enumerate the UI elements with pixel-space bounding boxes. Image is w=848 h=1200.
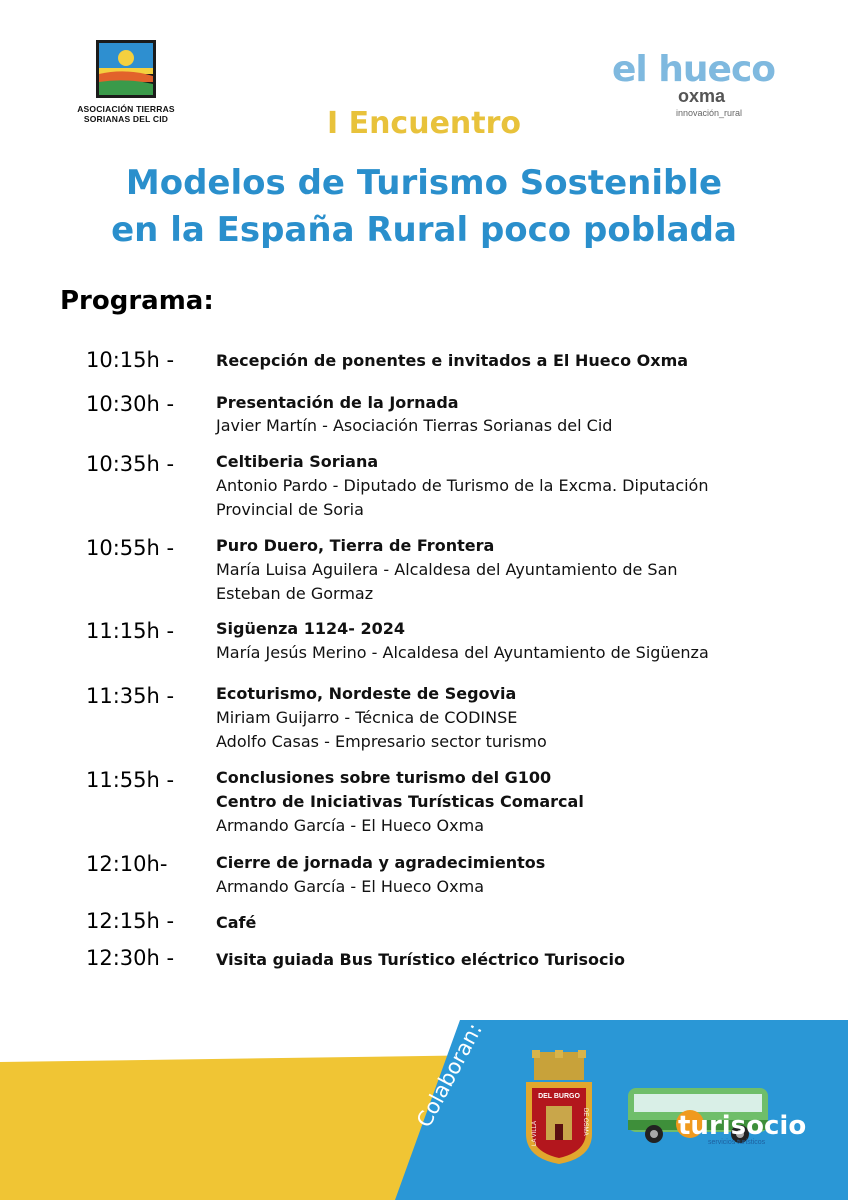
event-title-line1: Modelos de Turismo Sostenible (125, 163, 723, 203)
agenda-time: 12:30h - (86, 946, 175, 970)
crest-text-top: DEL BURGO (538, 1093, 580, 1100)
agenda-line: Presentación de la Jornada (216, 393, 459, 412)
collaborators-label: Colaboran: (412, 1019, 487, 1132)
brand-sub: oxma (678, 86, 726, 106)
agenda-line: Adolfo Casas - Empresario sector turismo (216, 732, 547, 751)
agenda-line: Armando García - El Hueco Oxma (216, 816, 485, 835)
agenda-line: Café (216, 913, 257, 932)
brand-main: el hueco (612, 49, 776, 90)
agenda-time: 12:10h- (86, 852, 168, 876)
agenda-line: Provincial de Soria (216, 500, 364, 519)
agenda-time: 12:15h - (86, 909, 175, 933)
brand-tagline: innovación_rural (676, 108, 743, 118)
agenda-time: 10:35h - (86, 452, 175, 476)
agenda-line: Recepción de ponentes e invitados a El Hueco Oxma (216, 351, 689, 370)
agenda-line: Miriam Guijarro - Técnica de CODINSE (216, 708, 518, 727)
turisocio-name: turisocio (678, 1111, 807, 1141)
event-title-line2: en la España Rural poco poblada (111, 210, 737, 250)
agenda-line: Armando García - El Hueco Oxma (216, 877, 485, 896)
turisocio-bus-icon (624, 1082, 808, 1148)
agenda-line: Javier Martín - Asociación Tierras Sorianas del Cid (216, 416, 613, 435)
agenda-line: Visita guiada Bus Turístico eléctrico Turisocio (216, 950, 625, 969)
agenda-line: Ecoturismo, Nordeste de Segovia (216, 684, 517, 703)
agenda-line: Esteban de Gormaz (216, 584, 374, 603)
crest-text-left: LA VILLA (532, 1120, 538, 1146)
agenda-time: 11:35h - (86, 684, 175, 708)
agenda-line: María Luisa Aguilera - Alcaldesa del Ayuntamiento de San (216, 560, 678, 579)
association-name-line1: ASOCIACIÓN TIERRAS (77, 104, 175, 114)
agenda-line: Celtiberia Soriana (216, 452, 379, 471)
event-edition: I Encuentro (326, 106, 522, 141)
agenda-time: 11:15h - (86, 619, 175, 643)
program-heading: Programa: (60, 286, 214, 316)
agenda-line: Antonio Pardo - Diputado de Turismo de la Excma. Diputación (216, 476, 709, 495)
agenda-time: 10:55h - (86, 536, 175, 560)
crest-text-right: DE OSMA (582, 1108, 588, 1136)
agenda-line: Centro de Iniciativas Turísticas Comarcal (216, 792, 584, 811)
burgo-de-osma-crest-icon (522, 1050, 596, 1166)
association-name-line2: SORIANAS DEL CID (83, 114, 169, 124)
turisocio-tagline: servicios turísticos (708, 1139, 766, 1146)
agenda-time: 11:55h - (86, 768, 175, 792)
agenda-line: Sigüenza 1124- 2024 (216, 619, 406, 638)
agenda-time: 10:30h - (86, 392, 175, 416)
agenda-line: Puro Duero, Tierra de Frontera (216, 536, 495, 555)
agenda-line: Conclusiones sobre turismo del G100 (216, 768, 552, 787)
agenda-time: 10:15h - (86, 348, 175, 372)
agenda-line: María Jesús Merino - Alcaldesa del Ayuntamiento de Sigüenza (216, 643, 709, 662)
agenda-line: Cierre de jornada y agradecimientos (216, 853, 546, 872)
